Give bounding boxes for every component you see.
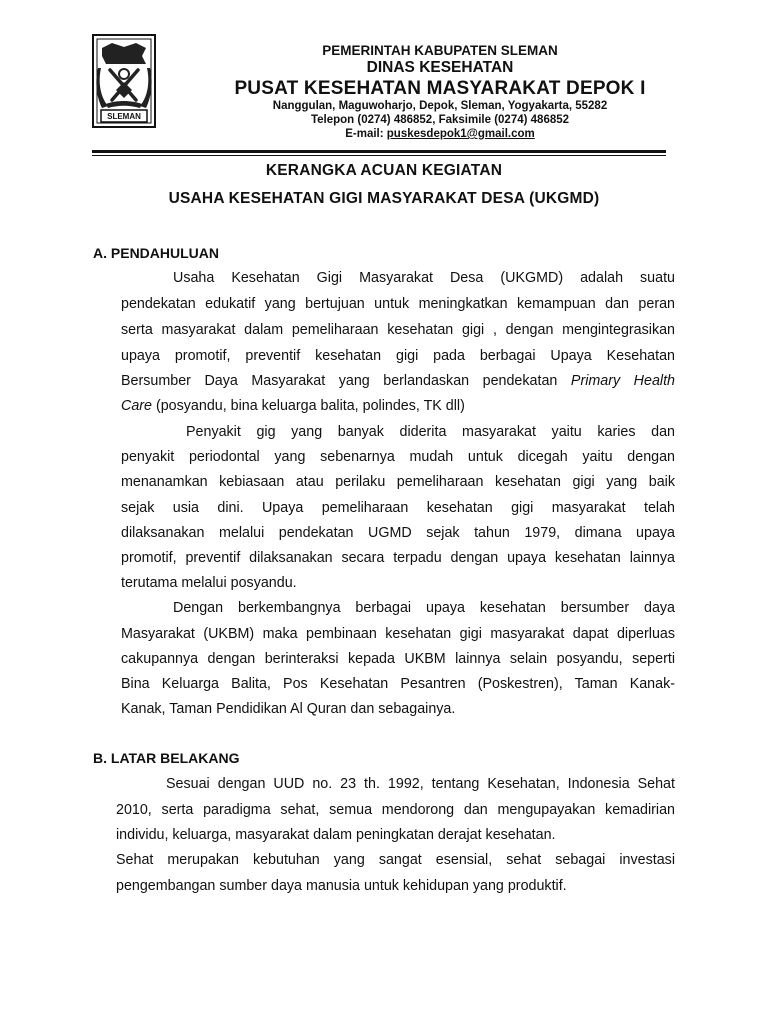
email-label: E-mail: <box>345 128 387 140</box>
document-title: KERANGKA ACUAN KEGIATAN <box>265 162 503 179</box>
italic-term: Primary Health <box>570 373 675 389</box>
section-heading-pendahuluan: A. PENDAHULUAN <box>93 245 219 261</box>
email-line <box>160 128 720 140</box>
text-run: (posyandu, bina keluarga balita, polindes, TK dll) <box>152 398 465 414</box>
paragraph-line: Dengan berkembangnya berbagai upaya kesehatan bersumber daya <box>173 600 675 616</box>
paragraph-line: Usaha Kesehatan Gigi Masyarakat Desa (UKGMD) adalah suatu <box>173 270 675 286</box>
paragraph-line: pendekatan edukatif yang bertujuan untuk meningkatkan kemampuan dan peran <box>121 296 675 312</box>
paragraph-line: Masyarakat (UKBM) maka pembinaan kesehatan gigi masyarakat dapat diperluas <box>121 626 675 642</box>
email-link[interactable]: puskesdepok1@gmail.com <box>386 128 535 140</box>
paragraph-line: Kanak, Taman Pendidikan Al Quran dan sebagainya. <box>121 701 456 717</box>
paragraph-line: 2010, serta paradigma sehat, semua mendorong dan mengupayakan kemadirian <box>116 802 675 818</box>
letterhead-divider-thick <box>92 150 666 153</box>
paragraph-line: individu, keluarga, masyarakat dalam peningkatan derajat kesehatan. <box>116 827 556 843</box>
paragraph-line: upaya promotif, preventif kesehatan gigi pada berbagai Upaya Kesehatan <box>121 348 675 364</box>
paragraph-line: menanamkan kebiasaan atau perilaku pemeliharaan kesehatan gigi yang baik <box>121 474 675 490</box>
paragraph-line: Bina Keluarga Balita, Pos Kesehatan Pesantren (Poskestren), Taman Kanak- <box>121 676 675 692</box>
paragraph-line: Sesuai dengan UUD no. 23 th. 1992, tentang Kesehatan, Indonesia Sehat <box>166 776 675 792</box>
document-subtitle: USAHA KESEHATAN GIGI MASYARAKAT DESA (UKGMD) <box>168 190 600 207</box>
phone-fax: Telepon (0274) 486852, Faksimile (0274) 486852 <box>310 114 570 126</box>
address: Nanggulan, Maguwoharjo, Depok, Sleman, Yogyakarta, 55282 <box>272 100 608 112</box>
paragraph-line <box>121 372 675 390</box>
paragraph-line: serta masyarakat dalam pemeliharaan kesehatan gigi , dengan mengintegrasikan <box>121 322 675 338</box>
paragraph-line: penyakit periodontal yang sebenarnya mudah untuk dicegah yaitu dengan <box>121 449 675 465</box>
emblem-label: SLEMAN <box>107 112 141 121</box>
paragraph-line: cakupannya dengan berinteraksi kepada UKBM lainnya selain posyandu, seperti <box>121 651 675 667</box>
paragraph-line: dilaksanakan melalui pendekatan UGMD sejak tahun 1979, dimana upaya <box>121 525 675 541</box>
paragraph-line: Sehat merupakan kebutuhan yang sangat esensial, sehat sebagai investasi <box>116 852 675 868</box>
text-run: Bersumber Daya Masyarakat yang berlandaskan pendekatan <box>121 373 558 389</box>
paragraph-line: Penyakit gig yang banyak diderita masyarakat yaitu karies dan <box>186 424 675 440</box>
section-heading-latar-belakang: B. LATAR BELAKANG <box>93 750 240 766</box>
paragraph-line: sejak usia dini. Upaya pemeliharaan kesehatan gigi masyarakat telah <box>121 500 675 516</box>
paragraph-line: terutama melalui posyandu. <box>121 575 297 591</box>
paragraph-line: promotif, preventif dilaksanakan secara terpadu dengan upaya kesehatan lainnya <box>121 550 675 566</box>
letterhead-divider-thin <box>92 155 666 156</box>
sleman-regency-emblem-icon <box>92 34 156 128</box>
italic-term: Care <box>121 398 152 414</box>
paragraph-line <box>121 397 465 415</box>
government-name: PEMERINTAH KABUPATEN SLEMAN <box>322 43 558 58</box>
department-name: DINAS KESEHATAN <box>366 59 514 76</box>
institution-name: PUSAT KESEHATAN MASYARAKAT DEPOK I <box>234 78 646 99</box>
paragraph-line: pengembangan sumber daya manusia untuk kehidupan yang produktif. <box>116 878 567 894</box>
